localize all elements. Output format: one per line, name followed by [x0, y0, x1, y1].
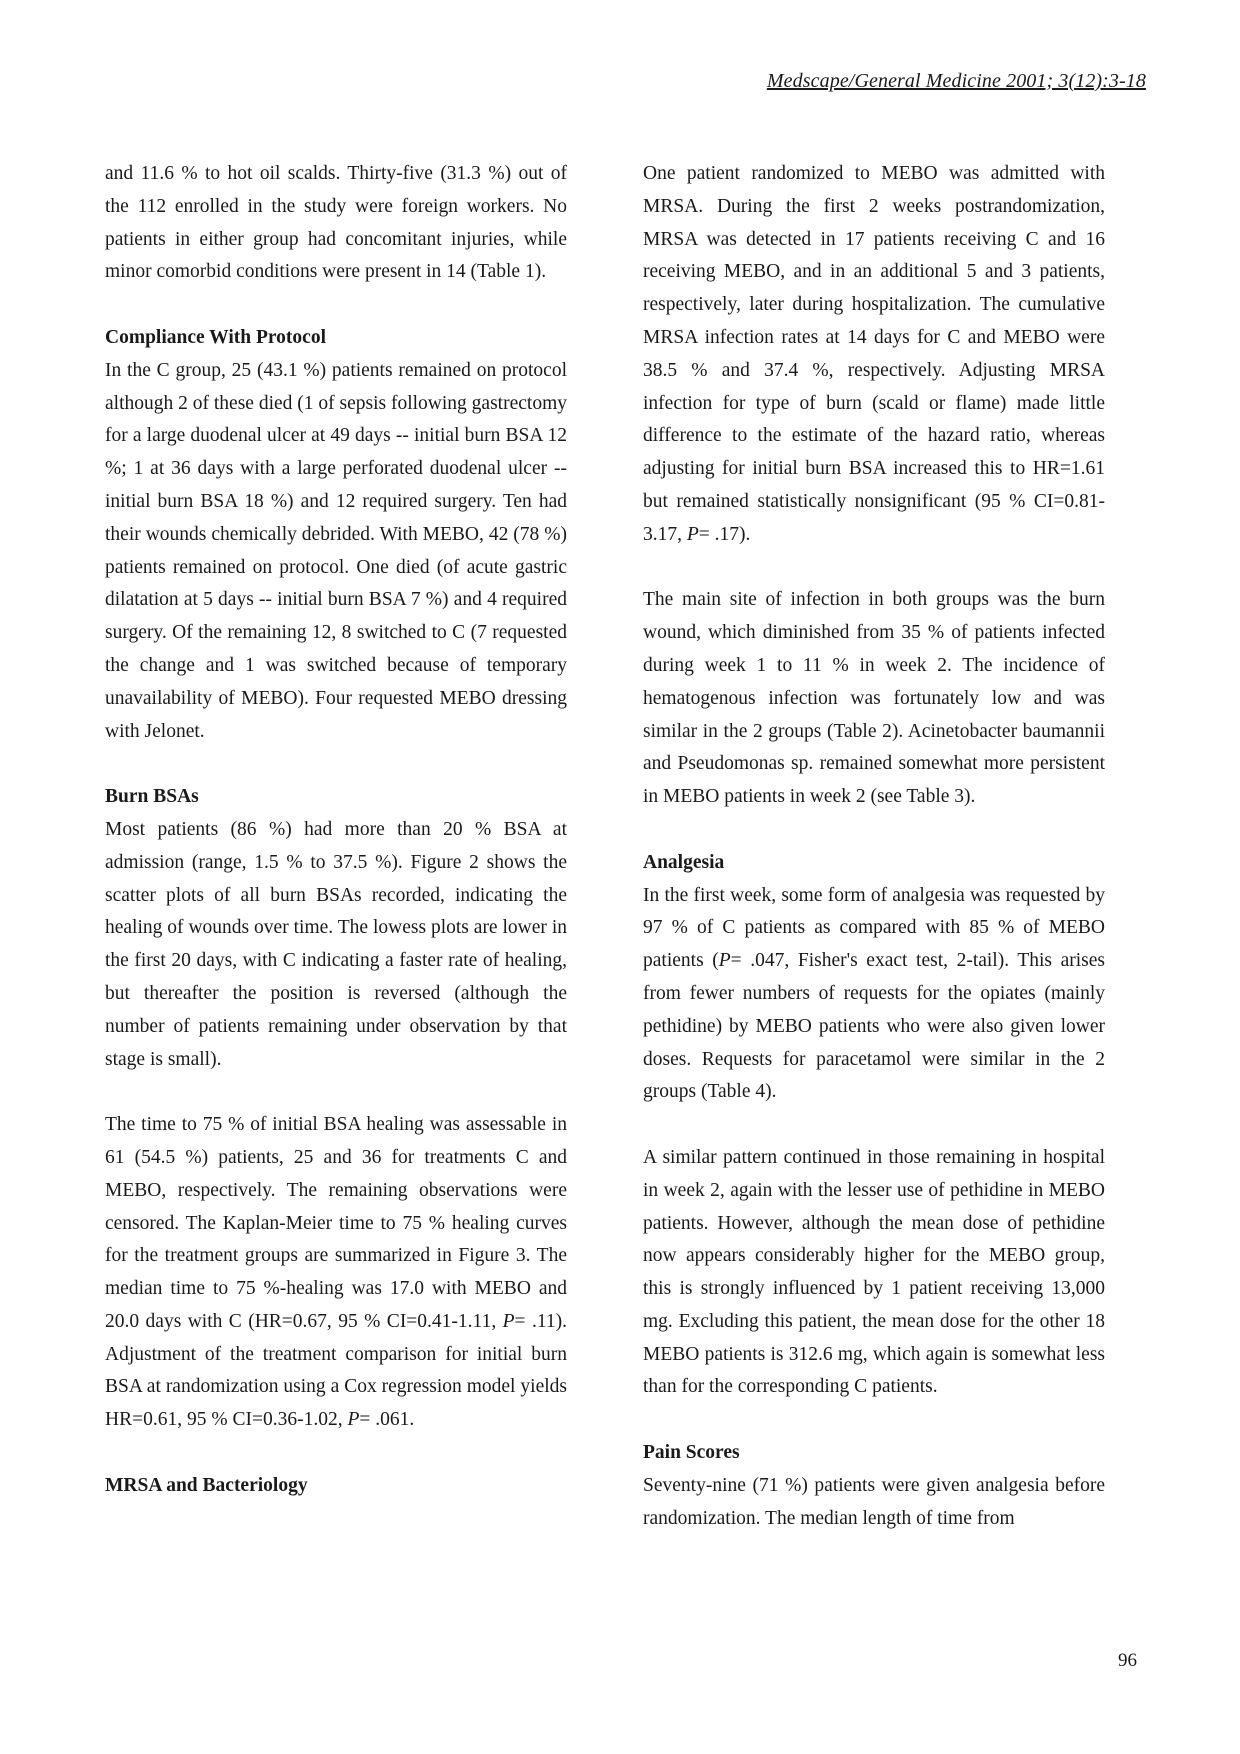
- text-segment: The time to 75 % of initial BSA healing was assessable in 61 (54.5 %) patients, 25 and 36 for treatments C and MEBO, respectively. The remaining observations were censored. The Kaplan-Meier time to 75 % healing curves for the treatment groups are summarized in Figure 3. The median time to 75 %-healing was 17.0 with MEBO and 20.0 days with C (HR=0.67, 95 % CI=0.41-1.11,: [105, 1114, 567, 1332]
- page-number: 96: [1118, 1650, 1137, 1671]
- heading-mrsa: MRSA and Bacteriology: [105, 1474, 308, 1496]
- paragraph-infection-site: The main site of infection in both groups was the burn wound, which diminished from 35 % of patients infected during week 1 to 11 % in week 2. The incidence of hematogenous infection was fortunately low and was similar in the 2 groups (Table 2). Acinetobacter baumannii and Pseudomonas sp. remained somewhat more persistent in MEBO patients in week 2 (see Table 3).: [643, 589, 1105, 808]
- paragraph-spacer: [643, 1404, 1105, 1437]
- running-header: Medscape/General Medicine 2001; 3(12):3-18: [766, 70, 1146, 92]
- p-value-symbol: P: [502, 1310, 515, 1332]
- heading-analgesia: Analgesia: [643, 851, 725, 873]
- p-value-symbol: P: [718, 950, 731, 972]
- text-segment: One patient randomized to MEBO was admitted with MRSA. During the first 2 weeks postrandomization, MRSA was detected in 17 patients receiving C and 16 receiving MEBO, and in an additional 5 and 3 patients, respectively, later during hospitalization. The cumulative MRSA infection rates at 14 days for C and MEBO were 38.5 % and 37.4 %, respectively. Adjusting MRSA infection for type of burn (scald or flame) made little difference to the estimate of the hazard ratio, whereas adjusting for initial burn BSA increased this to HR=1.61 but remained statistically nonsignificant (95 % CI=0.81-3.17,: [643, 163, 1105, 545]
- heading-pain-scores: Pain Scores: [643, 1442, 740, 1464]
- paragraph-spacer: [105, 748, 567, 781]
- paragraph-spacer: [105, 289, 567, 322]
- heading-compliance: Compliance With Protocol: [105, 326, 326, 348]
- text-segment: = .061.: [359, 1409, 415, 1431]
- text-segment: = .047, Fisher's exact test, 2-tail). This arises from fewer numbers of requests for the opiates (mainly pethidine) by MEBO patients who were also given lower doses. Requests for paracetamol were similar in the 2 groups (Table 4).: [643, 950, 1105, 1103]
- p-value-symbol: P: [347, 1409, 360, 1431]
- paragraph-mrsa: [643, 158, 1105, 552]
- paragraph-pethidine: A similar pattern continued in those remaining in hospital in week 2, again with the lesser use of pethidine in MEBO patients. However, although the mean dose of pethidine now appears considerably higher for the MEBO group, this is strongly influenced by 1 patient receiving 13,000 mg. Excluding this patient, the mean dose for the other 18 MEBO patients is 312.6 mg, which again is somewhat less than for the corresponding C patients.: [643, 1146, 1105, 1398]
- paragraph-analgesia: [643, 880, 1105, 1110]
- p-value-symbol: P: [686, 523, 699, 545]
- right-column: [643, 158, 1105, 1535]
- paragraph-spacer: [643, 552, 1105, 585]
- paragraph-healing-time: [105, 1109, 567, 1437]
- paragraph-compliance: In the C group, 25 (43.1 %) patients remained on protocol although 2 of these died (1 of sepsis following gastrectomy for a large duodenal ulcer at 49 days -- initial burn BSA 12 %; 1 at 36 days with a large perforated duodenal ulcer -- initial burn BSA 18 %) and 12 required surgery. Ten had their wounds chemically debrided. With MEBO, 42 (78 %) patients remained on protocol. One died (of acute gastric dilatation at 5 days -- initial burn BSA 7 %) and 4 required surgery. Of the remaining 12, 8 switched to C (7 requested the change and 1 was switched because of temporary unavailability of MEBO). Four requested MEBO dressing with Jelonet.: [105, 359, 567, 742]
- paragraph-spacer: [105, 1437, 567, 1470]
- paragraph-spacer: [643, 1109, 1105, 1142]
- paragraph-burn-bsas: Most patients (86 %) had more than 20 % BSA at admission (range, 1.5 % to 37.5 %). Figure 2 shows the scatter plots of all burn BSAs recorded, indicating the healing of wounds over time. The lowess plots are lower in the first 20 days, with C indicating a faster rate of healing, but thereafter the position is reversed (although the number of patients remaining under observation by that stage is small).: [105, 818, 567, 1070]
- text-segment: = .17).: [698, 523, 751, 545]
- paragraph-spacer: [643, 814, 1105, 847]
- text-segment: In the first week, some form of analgesia was requested by 97 % of C patients as compared with 85 % of MEBO patients (: [643, 884, 1105, 972]
- left-column: [105, 158, 567, 1503]
- paragraph-demographics: and 11.6 % to hot oil scalds. Thirty-five (31.3 %) out of the 112 enrolled in the study were foreign workers. No patients in either group had concomitant injuries, while minor comorbid conditions were present in 14 (Table 1).: [105, 163, 567, 283]
- paragraph-pain-scores: Seventy-nine (71 %) patients were given analgesia before randomization. The median length of time from: [643, 1474, 1105, 1529]
- text-segment: = .11). Adjustment of the treatment comparison for initial burn BSA at randomization using a Cox regression model yields HR=0.61, 95 % CI=0.36-1.02,: [105, 1310, 567, 1431]
- paragraph-spacer: [105, 1076, 567, 1109]
- heading-burn-bsas: Burn BSAs: [105, 786, 199, 808]
